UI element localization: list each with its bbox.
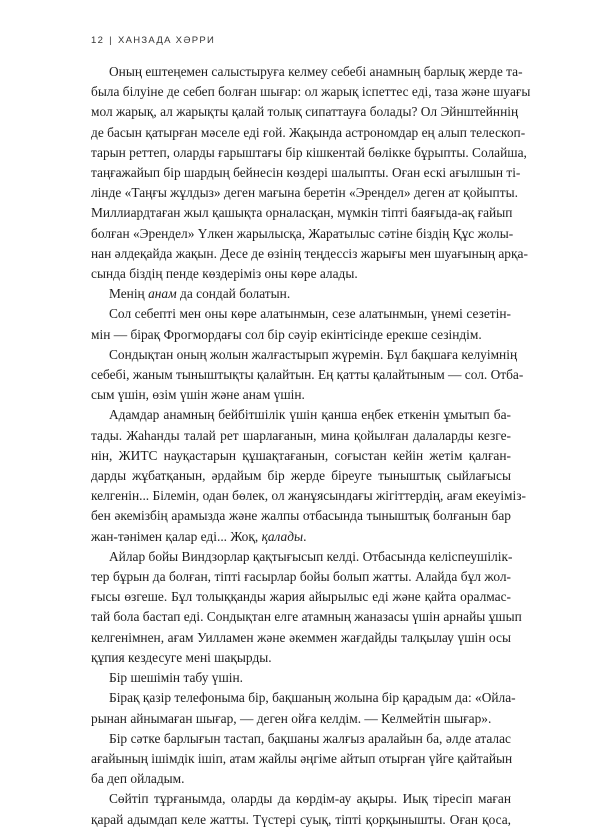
text-line: болған «Эрендел» Үлкен жарылысқа, Жаратылыс сәтіне біздің Құс жолы- [91, 225, 514, 241]
text-line: тер бұрын да болған, тіпті ғасырлар бойы болып жатты. Алайда бұл жол- [91, 569, 511, 585]
text-line: Бірақ қазір телефоныма бір, бақшаның жолына бір қарадым да: «Ойла- [109, 690, 516, 706]
text-line: нан әлдеқайда жақын. Десе де өзінің теңдессіз жарығы мен шуағының арқа- [91, 245, 528, 261]
text-line: келгенімнен, ағам Уилламен және әкеммен жағдайды талқылау үшін осы [91, 629, 511, 645]
page-number: 12 [91, 35, 105, 46]
text-line: Миллиардтаған жыл қашықта орналасқан, мүмкін тіпті баяғыда-ақ ғайып [91, 205, 513, 221]
text-line: Бір сәтке барлығын тастап, бақшаны жалғыз аралайын ба, әлде аталас [109, 730, 511, 746]
emphasis: анам [148, 286, 177, 302]
body-text [91, 62, 531, 830]
text-line: дарды жұбатқанын, әрдайым бір жерде біреуге тыныштық сыйлағысы [91, 468, 511, 484]
text-line: Айлар бойы Виндзорлар қақтығысып келді. Отбасында келіспеушілік- [109, 548, 513, 564]
text-line: жан-тәнімен қалар еді... Жоқ, қалады. [91, 528, 307, 544]
text-line: қарай адымдап келе жатты. Түстері суық, тіпті қорқынышты. Оған қоса, [91, 811, 511, 827]
text-line: ба деп ойладым. [91, 771, 185, 787]
header-separator: | [109, 35, 113, 46]
text-line: рынан айнымаған шығар, — деген ойға келдім. — Келмейтін шығар». [91, 710, 492, 726]
text-line: Бір шешімін табу үшін. [109, 670, 243, 686]
text-line: Менің анам да сондай болатын. [109, 286, 291, 302]
text-line: Оның ештеңемен салыстыруға келмеу себебі анамның барлық жерде та- [109, 64, 523, 79]
text-line: де басын қатырған мәселе еді ғой. Жақында астрономдар ең алып телескоп- [91, 124, 526, 140]
text-line: тады. Жаһанды талай рет шарлағанын, мина қойылған далаларды кезге- [91, 427, 511, 443]
text-line: ағайының ішімдік ішіп, атам жайлы әңгіме айтып отырған үйге қайтайын [91, 750, 513, 766]
text-line: ғысы өзгеше. Бұл толыққанды жария айырылыс еді және қайта оралмас- [91, 589, 511, 605]
text-line: нін, ЖИТС науқастарын құшақтағанын, соғыстан кейін жетім қалған- [91, 447, 511, 463]
text-line: мол жарық, ал жарықты қалай толық сипаттауға болады? Ол Эйнштейннің [91, 104, 519, 120]
running-header [91, 35, 215, 46]
emphasis: қалады [261, 528, 304, 544]
text-line: себебі, жаным тыныштықты қалайтын. Ең қатты қалайтыным — сол. Отба- [91, 367, 524, 383]
text-line: Сөйтіп тұрғанымда, оларды да көрдім-ау ақыры. Иық тіресіп маған [109, 791, 511, 807]
text-line: келгенін... Білемін, одан бөлек, ол жанұясындағы жігіттердің, ағам екеуіміз- [91, 488, 526, 504]
text-line: была білуіне де себеп болған шығар: ол жарық іспеттес еді, таза және шуағы [91, 84, 531, 100]
text-line: құпия кездесуге мені шақырды. [91, 649, 272, 665]
text-line: Адамдар анамның бейбітшілік үшін қанша еңбек еткенін ұмытып ба- [109, 407, 511, 423]
text-line: тай бола бастап еді. Сондықтан елге атамның жаназасы үшін арнайы ұшып [91, 609, 522, 625]
text-line: лінде «Таңғы жұлдыз» деген мағына беретін «Эрендел» деген ат қойыпты. [91, 185, 518, 201]
text-line: таңғажайып бір шардың бейнесін көздері шалыпты. Оған ескі ағылшын ті- [91, 165, 521, 181]
running-title: ХАНЗАДА ХӘРРИ [117, 35, 216, 46]
text-line: Сол себепті мен оны көре алатынмын, сезе алатынмын, үнемі сезетін- [109, 306, 511, 322]
text-line: сым үшін, өзім үшін және анам үшін. [91, 387, 305, 403]
text-line: мін — бірақ Фрогмордағы сол бір сәуір екінтісінде ерекше сезіндім. [91, 326, 482, 342]
text-line: сында біздің пенде көздеріміз оны көре алады. [91, 266, 358, 282]
text-line: Сондықтан оның жолын жалғастырып жүремін. Бұл бақшаға келуімнің [109, 346, 518, 362]
text-line: бен әкемізбің арамызда және жалпы отбасында тыныштық болғанын бар [91, 508, 511, 524]
text-line: тарын реттеп, оларды ғарыштағы бір кішкентай бөлікке бұрыпты. Солайша, [91, 144, 527, 160]
